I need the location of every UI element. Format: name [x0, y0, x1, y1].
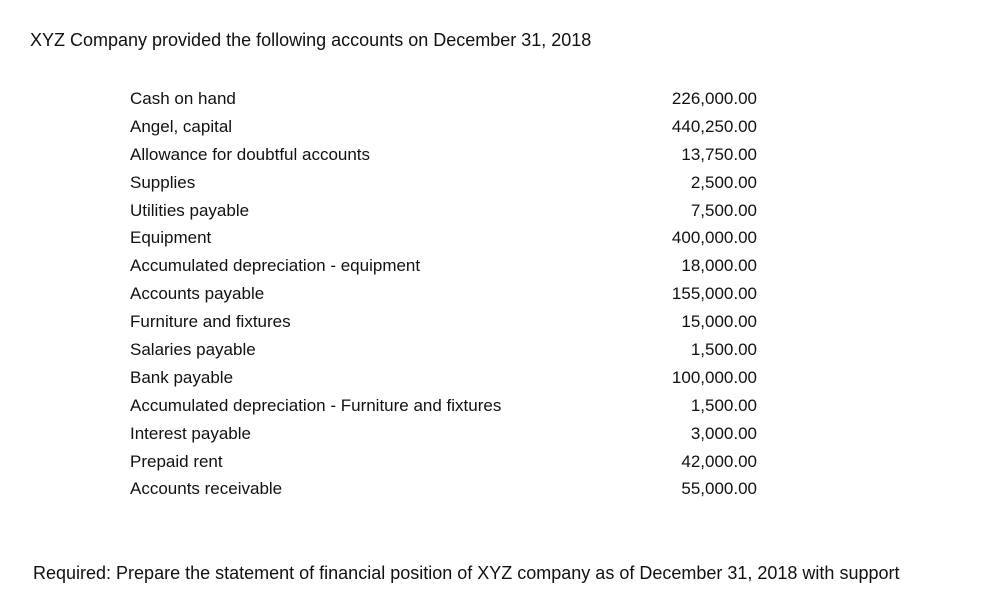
account-amount: 7,500.00	[690, 200, 757, 220]
required-instruction: Required: Prepare the statement of financial position of XYZ company as of December 31, 2018 with support	[33, 563, 900, 583]
account-row	[130, 197, 757, 225]
account-row	[130, 420, 757, 448]
account-amount: 440,250.00	[671, 116, 757, 136]
account-amount: 1,500.00	[690, 339, 757, 359]
account-amount: 3,000.00	[690, 423, 757, 443]
account-name: Prepaid rent	[130, 451, 223, 471]
account-name: Accumulated depreciation - equipment	[130, 256, 421, 276]
account-row	[130, 280, 757, 308]
account-row	[130, 308, 757, 336]
account-amount: 55,000.00	[681, 479, 757, 499]
account-name: Interest payable	[130, 423, 251, 443]
account-row	[130, 169, 757, 197]
account-amount: 400,000.00	[671, 228, 757, 248]
accounts-list	[130, 85, 757, 503]
account-row	[130, 85, 757, 113]
page-title: XYZ Company provided the following accounts on December 31, 2018	[30, 30, 592, 50]
account-row	[130, 392, 757, 420]
account-name: Angel, capital	[130, 116, 233, 136]
account-name: Utilities payable	[130, 200, 250, 220]
account-name: Accumulated depreciation - Furniture and fixtures	[130, 395, 502, 415]
account-row	[130, 475, 757, 503]
account-name: Bank payable	[130, 367, 234, 387]
account-name: Accounts payable	[130, 284, 265, 304]
account-name: Allowance for doubtful accounts	[130, 144, 371, 164]
account-name: Salaries payable	[130, 339, 256, 359]
account-amount: 155,000.00	[671, 284, 757, 304]
account-row	[130, 113, 757, 141]
account-name: Equipment	[130, 228, 212, 248]
account-amount: 226,000.00	[671, 88, 757, 108]
account-amount: 42,000.00	[681, 451, 757, 471]
account-amount: 100,000.00	[671, 367, 757, 387]
account-name: Supplies	[130, 172, 196, 192]
account-amount: 1,500.00	[690, 395, 757, 415]
account-amount: 18,000.00	[681, 256, 757, 276]
account-name: Accounts receivable	[130, 479, 283, 499]
account-row	[130, 224, 757, 252]
account-row	[130, 141, 757, 169]
account-amount: 2,500.00	[690, 172, 757, 192]
account-row	[130, 252, 757, 280]
account-row	[130, 336, 757, 364]
account-amount: 15,000.00	[681, 312, 757, 332]
account-row	[130, 448, 757, 476]
account-name: Cash on hand	[130, 88, 236, 108]
account-amount: 13,750.00	[681, 144, 757, 164]
account-name: Furniture and fixtures	[130, 312, 291, 332]
account-row	[130, 364, 757, 392]
